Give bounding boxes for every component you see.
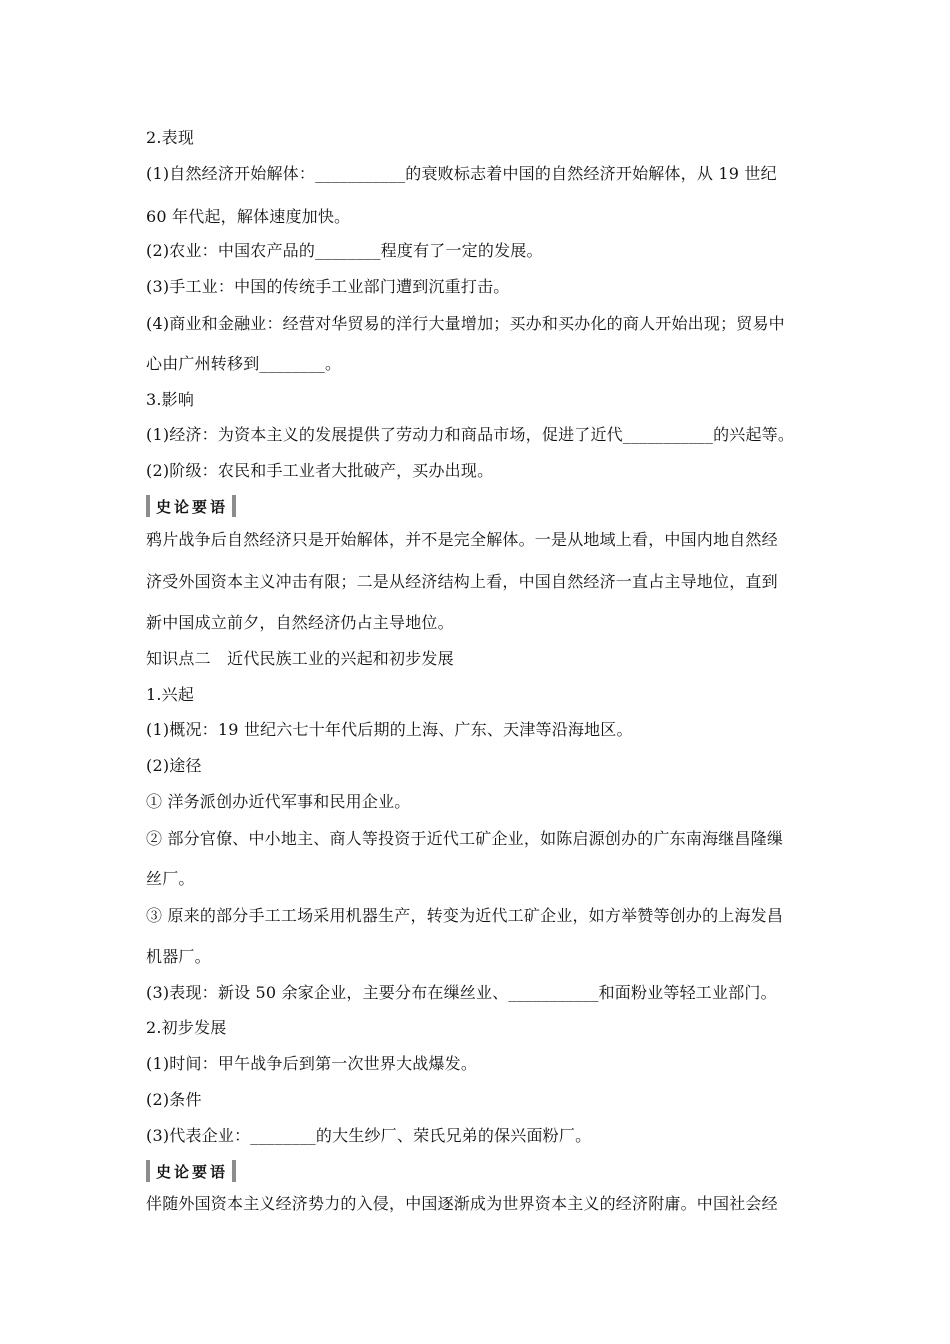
tag-bar-right	[232, 495, 236, 517]
para-natural-economy-cont: 60 年代起，解体速度加快。	[146, 207, 351, 226]
pathway-2: ② 部分官僚、中小地主、商人等投资于近代工矿企业，如陈启源创办的广东南海继昌隆缫	[146, 829, 784, 848]
heading-initial-development: 2.初步发展	[146, 1018, 227, 1037]
pathway-2-cont: 丝厂。	[146, 869, 195, 888]
note-line-2: 济受外国资本主义冲击有限；二是从经济结构上看，中国自然经济一直占主导地位，直到	[146, 572, 778, 591]
pathway-3-cont: 机器厂。	[146, 947, 211, 966]
heading-manifestation: 2.表现	[146, 128, 195, 147]
para-commerce: (4)商业和金融业：经营对华贸易的洋行大量增加；买办和买办化的商人开始出现；贸易中	[146, 314, 785, 333]
para-overview: (1)概况：19 世纪六七十年代后期的上海、广东、天津等沿海地区。	[146, 720, 633, 739]
heading-impact: 3.影响	[146, 390, 195, 409]
para-performance: (3)表现：新设 50 余家企业，主要分布在缫丝业、___________和面粉业等轻工业部门。	[146, 983, 777, 1002]
heading-pathways: (2)途径	[146, 756, 202, 775]
tag-bar-right	[232, 1160, 236, 1182]
para-economy: (1)经济：为资本主义的发展提供了劳动力和商品市场，促进了近代___________的兴起等。	[146, 425, 795, 444]
tag-label: 史论要语	[156, 497, 229, 516]
pathway-3: ③ 原来的部分手工工场采用机器生产，转变为近代工矿企业，如方举赞等创办的上海发昌	[146, 906, 784, 925]
history-note-tag	[146, 1158, 236, 1184]
tag-label: 史论要语	[156, 1162, 229, 1181]
tag-bar-left	[146, 495, 150, 517]
note-line-4: 伴随外国资本主义经济势力的入侵，中国逐渐成为世界资本主义的经济附庸。中国社会经	[146, 1194, 778, 1213]
history-note-tag	[146, 493, 236, 519]
tag-bar-left	[146, 1160, 150, 1182]
para-time: (1)时间：甲午战争后到第一次世界大战爆发。	[146, 1054, 478, 1073]
para-natural-economy: (1)自然经济开始解体：___________的衰败标志着中国的自然经济开始解体，从 19 世纪	[146, 164, 777, 183]
note-line-3: 新中国成立前夕，自然经济仍占主导地位。	[146, 613, 454, 632]
para-handicraft: (3)手工业：中国的传统手工业部门遭到沉重打击。	[146, 277, 510, 296]
pathway-1: ① 洋务派创办近代军事和民用企业。	[146, 792, 411, 811]
para-class: (2)阶级：农民和手工业者大批破产，买办出现。	[146, 461, 494, 480]
section-heading-2: 知识点二 近代民族工业的兴起和初步发展	[146, 649, 454, 668]
heading-conditions: (2)条件	[146, 1090, 202, 1109]
note-line-1: 鸦片战争后自然经济只是开始解体，并不是完全解体。一是从地域上看，中国内地自然经	[146, 530, 778, 549]
para-representative: (3)代表企业：________的大生纱厂、荣氏兄弟的保兴面粉厂。	[146, 1126, 592, 1145]
heading-rise: 1.兴起	[146, 685, 195, 704]
para-agriculture: (2)农业：中国农产品的________程度有了一定的发展。	[146, 241, 543, 260]
para-commerce-cont: 心由广州转移到________。	[146, 354, 342, 373]
